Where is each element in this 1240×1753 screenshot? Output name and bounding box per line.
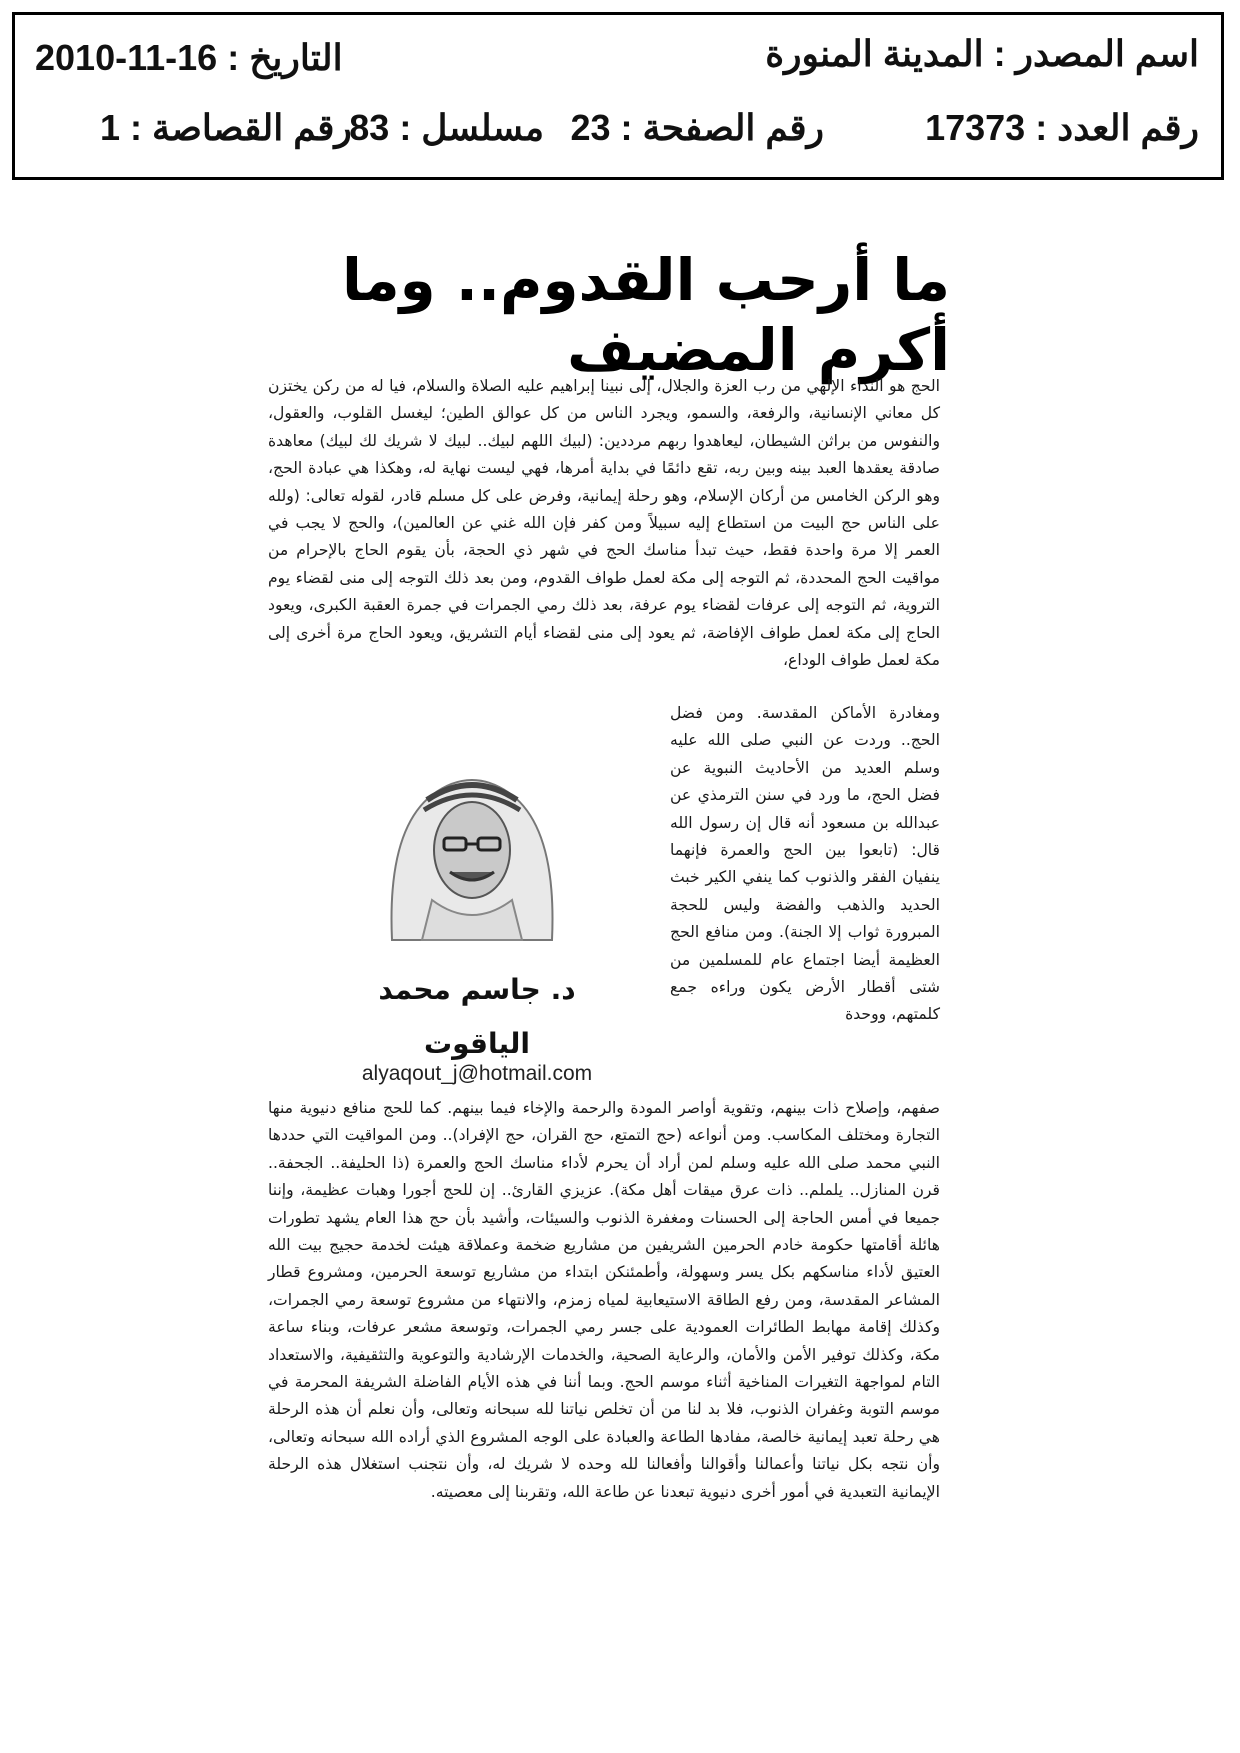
article-title [260,245,950,385]
author-name-line-1: د. جاسم محمد [378,973,576,1006]
clip-number-label: رقم القصاصة : 1 [100,107,352,148]
article-paragraph-column: ومغادرة الأماكن المقدسة. ومن فضل الحج.. وردت عن النبي صلى الله عليه وسلم العديد من الأحاديث النبوية عن فضل الحج، ما ورد في سنن الترمذي عن عبدالله بن مسعود أنه قال إن رسول الله قال: (تابعوا بين الحج والعمرة فإنهما ينفيان الفقر والذنوب كما ينفي الكير خبث الحديد والذهب والفضة وليس للحجة المبرورة ثواب إلا الجنة). ومن منافع الحج العظيمة أيضا اجتماع عام للمسلمين من شتى أقطار الأرض يكون وراءه جمع كلمتهم، ووحدة [670,704,940,1024]
author-email[interactable]: alyaqout_j@hotmail.com [361,1062,593,1085]
article [262,215,970,1753]
article-paragraph-closing: صفهم، وإصلاح ذات بينهم، وتقوية أواصر المودة والرحمة والإخاء فيما بينهم. كما للحج منافع دنيوية منها التجارة ومختلف المكاسب. ومن أنواعه (حج التمتع، حج القران، حج الإفراد).. ومن المواقيت التي حددها النبي محمد صلى الله عليه وسلم لمن أراد أن يحرم لأداء مناسك الحج والعمرة (ذا الحليفة.. الجحفة.. قرن المنازل.. يلملم.. ذات عرق ميقات أهل مكة). عزيزي القارئ.. إن للحج أجورا وهبات عظيمة، وإننا جميعا في أمس الحاجة إلى الحسنات ومغفرة الذنوب والسيئات، وأشيد بأن حج هذا العام يشهد تطورات هائلة أقامتها حكومة خادم الحرمين الشريفين من مشاريع ضخمة وعملاقة هيئت لخدمة حجيج بيت الله العتيق لأداء مناسكهم بكل يسر وسهولة، وأطمئنكن ابتداء من مشاريع توسعة الحرمين، ومشروع قطار المشاعر المقدسة، ومن رفع الطاقة الاستيعابية لمياه زمزم، والانتهاء من مشروع توسعة رمي الجمرات، وكذلك إقامة مهابط الطائرات العمودية على جسر رمي الجمرات، وتوسعة مشعر عرفات، وبناء ساعة مكة، وكذلك توفير الأمن والأمان، والرعاية الصحية، والخدمات الإرشادية والتوعوية والتثقيفية، والاستعداد التام لمواجهة التغيرات المناخية أثناء موسم الحج. وبما أننا في هذه الأيام الفاضلة الشريفة المحرمة في موسم التوبة وغفران الذنوب، فلا بد لنا من أن تخلص نياتنا لله سبحانه وتعالى، وأن نعلم أن هذه الرحلة هي رحلة تعبد إيمانية خالصة، مفادها الطاعة والعبادة على الوجه المشروع الذي أراده الله سبحانه وتعالى، وأن نتجه بكل نياتنا وأعمالنا وأقوالنا وأفعالنا لله وحده لا شريك له، وأن نتجنب استغلال هذه الرحلة الإيمانية التعبدية في أمور أخرى دنيوية تبعدنا عن طاعة الله، وتقربنا إلى معصيته. [268,1099,940,1501]
clipping-header [12,12,1224,180]
title-line-2: أكرم المضيف [567,316,950,384]
title-line-1: ما أرحب القدوم.. وما [341,246,950,314]
author-portrait [372,740,572,960]
page-number-label: رقم الصفحة : 23 [570,107,824,148]
article-paragraph-intro: الحج هو النداء الإلهي من رب العزة والجلال، إلى نبينا إبراهيم عليه الصلاة والسلام، فيا له من ركن يختزن كل معاني الإنسانية، والرفعة، والسمو، ويجرد الناس من كل عوالق الطين؛ ليغسل القلوب، والعقول، والنفوس من براثن الشيطان، ليعاهدوا ربهم مرددين: (لبيك اللهم لبيك.. لبيك لا شريك لك لبيك) معاهدة صادقة يعقدها العبد بينه وبين ربه، تقع دائمًا في بداية أمرها، فهي ليست نهاية له، وهكذا هي عبادة الحج، وهو الركن الخامس من أركان الإسلام، وهو رحلة إيمانية، وفرض على كل مسلم قادر، لقوله تعالى: (ولله على الناس حج البيت من استطاع إليه سبيلاً ومن كفر فإن الله غني عن العالمين)، والحج لا يجب في العمر إلا مرة واحدة فقط، حيث تبدأ مناسك الحج في شهر ذي الحجة، بأن يقوم الحاج بالإحرام من مواقيت الحج المحددة، ثم التوجه إلى مكة لعمل طواف القدوم، ومن بعد ذلك التوجه إلى منى لقضاء يوم التروية، ثم التوجه إلى عرفات لقضاء يوم عرفة، بعد ذلك رمي الجمرات في جمرة العقبة الكبرى، ويعود الحاج إلى مكة لعمل طواف الإفاضة، ثم يعود إلى منى لقضاء أيام التشريق، ويعود الحاج مرة أخرى إلى مكة لعمل طواف الوداع، [268,377,940,670]
date-label: التاريخ : 16-11-2010 [35,37,343,78]
author-name [307,970,647,1064]
issue-number-label: رقم العدد : 17373 [925,107,1199,148]
source-label: اسم المصدر : المدينة المنورة [765,33,1199,74]
serial-label: مسلسل : 83 [349,107,544,148]
author-name-line-2: الياقوت [423,1027,531,1060]
